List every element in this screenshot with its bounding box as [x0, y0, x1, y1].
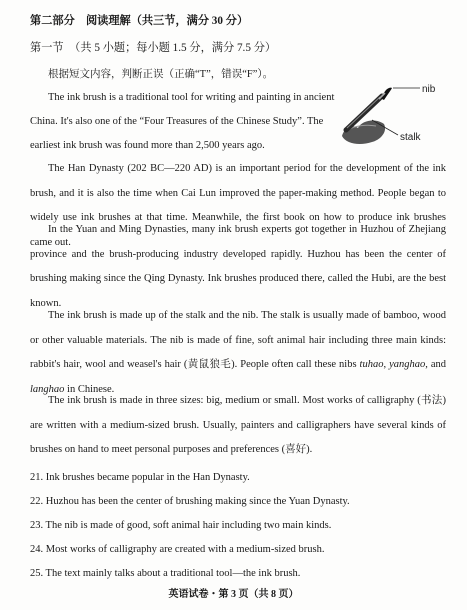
term-langhao: langhao — [30, 383, 65, 395]
page-footer: 英语试卷・第 3 页（共 8 页） — [168, 589, 299, 600]
passage-p1-line2: China. It's also one of the “Four Treasures of the Chinese Study”. The — [30, 116, 324, 127]
passage-p2: The Han Dynasty (202 BC—220 AD) is an important period for the development of the ink brush, and it is also the time when Cai Lun improved the paper-making method. People began to widely use ink brushes at that time. Meanwhile, the first book on how to produce ink brushes came out. — [30, 163, 446, 248]
section-title: 第二部分 阅读理解（共三节，满分 30 分） — [30, 15, 249, 27]
question-21: 21. Ink brushes became popular in the Han Dynasty. — [30, 472, 250, 483]
term-tuhao: tuhao — [359, 359, 384, 370]
ink-brush-illustration — [336, 80, 458, 150]
term-yanghao: yanghao — [389, 359, 426, 370]
stalk-label: stalk — [400, 132, 421, 143]
question-25: 25. The text mainly talks about a traditional tool—the ink brush. — [30, 568, 301, 579]
passage-p1-line1: The ink brush is a traditional tool for writing and painting in ancient — [48, 92, 335, 103]
section-subtitle: 第一节 （共 5 小题；每小题 1.5 分，满分 7.5 分） — [30, 42, 277, 54]
passage-p5: The ink brush is made in three sizes: big, medium or small. Most works of calligraphy (书法) are written with a medium-sized brush. Usually, painters and calligraphers have several kinds of brushes on hand to meet personal purposes and preferences (喜好). — [30, 395, 446, 455]
question-24: 24. Most works of calligraphy are created with a medium-sized brush. — [30, 544, 325, 555]
nib-label: nib — [422, 84, 436, 95]
instruction-text: 根据短文内容，判断正误（正确“T”，错误“F”）。 — [48, 69, 274, 80]
passage-p3: In the Yuan and Ming Dynasties, many ink brush experts got together in Huzhou of Zhejiang province and the brush-producing industry developed rapidly. Huzhou has been the center of brushing making since the Qing Dynasty. Ink brushes produced there, called the Hubi, are the best known. — [30, 224, 446, 309]
question-23: 23. The nib is made of good, soft animal hair including two main kinds. — [30, 520, 332, 531]
passage-p1-line3: earliest ink brush was found more than 2,500 years ago. — [30, 140, 265, 151]
passage-p4: The ink brush is made up of the stalk and the nib. The stalk is usually made of bamboo, wood or other valuable materials. The nib is made of fine, soft animal hair including three main kinds: rabbit's hair, wool and weasel's hair (黄鼠狼毛). People often call these nibs tuhao, yanghao, and langhao in Chinese. — [30, 310, 446, 395]
question-22: 22. Huzhou has been the center of brushing making since the Yuan Dynasty. — [30, 496, 350, 507]
